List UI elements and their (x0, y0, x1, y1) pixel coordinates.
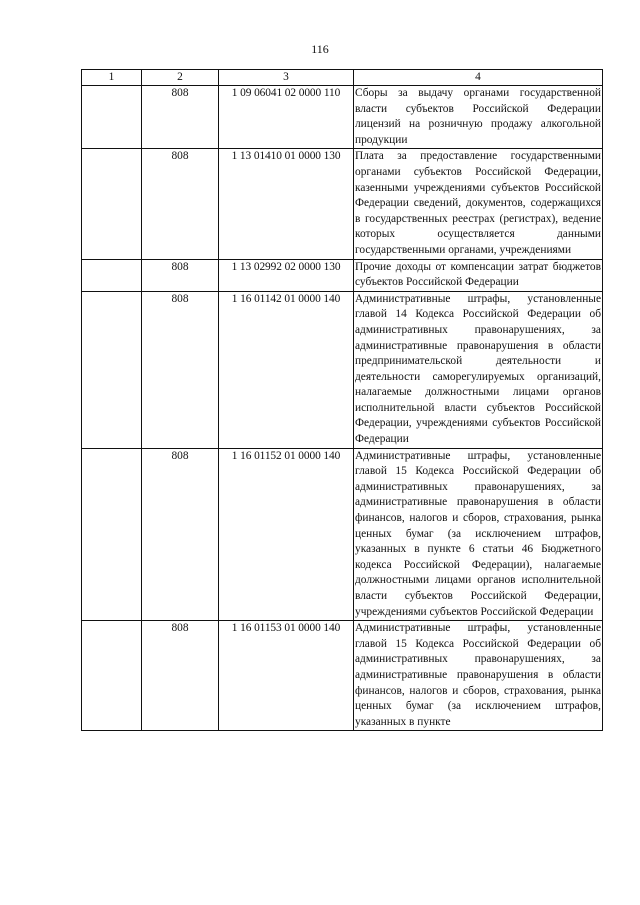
row-col1 (82, 149, 142, 259)
revenue-description: Сборы за выдачу органами государственной власти субъектов Российской Федерации лицензий на розничную продажу алкогольной продукции (354, 86, 603, 149)
revenue-description: Административные штрафы, установленные главой 14 Кодекса Российской Федерации об административных правонарушениях, за административные правонарушения в области предпринимательской деятельности и деятельности саморегулируемых организаций, налагаемые должностными лицами органов исполнительной власти субъектов Российской Федерации, учреждениями субъектов Российской Федерации (354, 291, 603, 448)
table-row (82, 149, 603, 259)
table-row (82, 621, 603, 731)
revenue-code: 1 16 01142 01 0000 140 (219, 291, 354, 448)
column-header: 3 (219, 70, 354, 86)
admin-code: 808 (142, 86, 219, 149)
admin-code: 808 (142, 291, 219, 448)
revenue-description: Административные штрафы, установленные главой 15 Кодекса Российской Федерации об административных правонарушениях, за административные правонарушения в области финансов, налогов и сборов, страхования, рынка ценных бумаг (за исключением штрафов, указанных в пункте (354, 621, 603, 731)
table-header-row (82, 70, 603, 86)
column-header: 4 (354, 70, 603, 86)
column-header: 1 (82, 70, 142, 86)
admin-code: 808 (142, 149, 219, 259)
row-col1 (82, 291, 142, 448)
revenue-codes-table (81, 69, 603, 731)
revenue-code: 1 09 06041 02 0000 110 (219, 86, 354, 149)
revenue-code: 1 16 01152 01 0000 140 (219, 448, 354, 621)
revenue-code: 1 13 02992 02 0000 130 (219, 259, 354, 291)
row-col1 (82, 259, 142, 291)
table-row (82, 291, 603, 448)
revenue-description: Плата за предоставление государственными органами субъектов Российской Федерации, казенными учреждениями субъектов Российской Федерации сведений, документов, содержащихся в государственных реестрах (регистрах), ведение которых осуществляется данными государственными органами, учреждениями (354, 149, 603, 259)
row-col1 (82, 621, 142, 731)
row-col1 (82, 86, 142, 149)
table-row (82, 448, 603, 621)
revenue-code: 1 13 01410 01 0000 130 (219, 149, 354, 259)
column-header: 2 (142, 70, 219, 86)
table-row (82, 259, 603, 291)
admin-code: 808 (142, 259, 219, 291)
page-number: 116 (311, 42, 329, 56)
admin-code: 808 (142, 621, 219, 731)
admin-code: 808 (142, 448, 219, 621)
revenue-description: Административные штрафы, установленные главой 15 Кодекса Российской Федерации об административных правонарушениях, за административные правонарушения в области финансов, налогов и сборов, страхования, рынка ценных бумаг (за исключением штрафов, указанных в пункте 6 статьи 46 Бюджетного кодекса Российской Федерации), налагаемые должностными лицами органов исполнительной власти субъектов Российской Федерации, учреждениями субъектов Российской Федерации (354, 448, 603, 621)
revenue-description: Прочие доходы от компенсации затрат бюджетов субъектов Российской Федерации (354, 259, 603, 291)
table-row (82, 86, 603, 149)
row-col1 (82, 448, 142, 621)
revenue-code: 1 16 01153 01 0000 140 (219, 621, 354, 731)
